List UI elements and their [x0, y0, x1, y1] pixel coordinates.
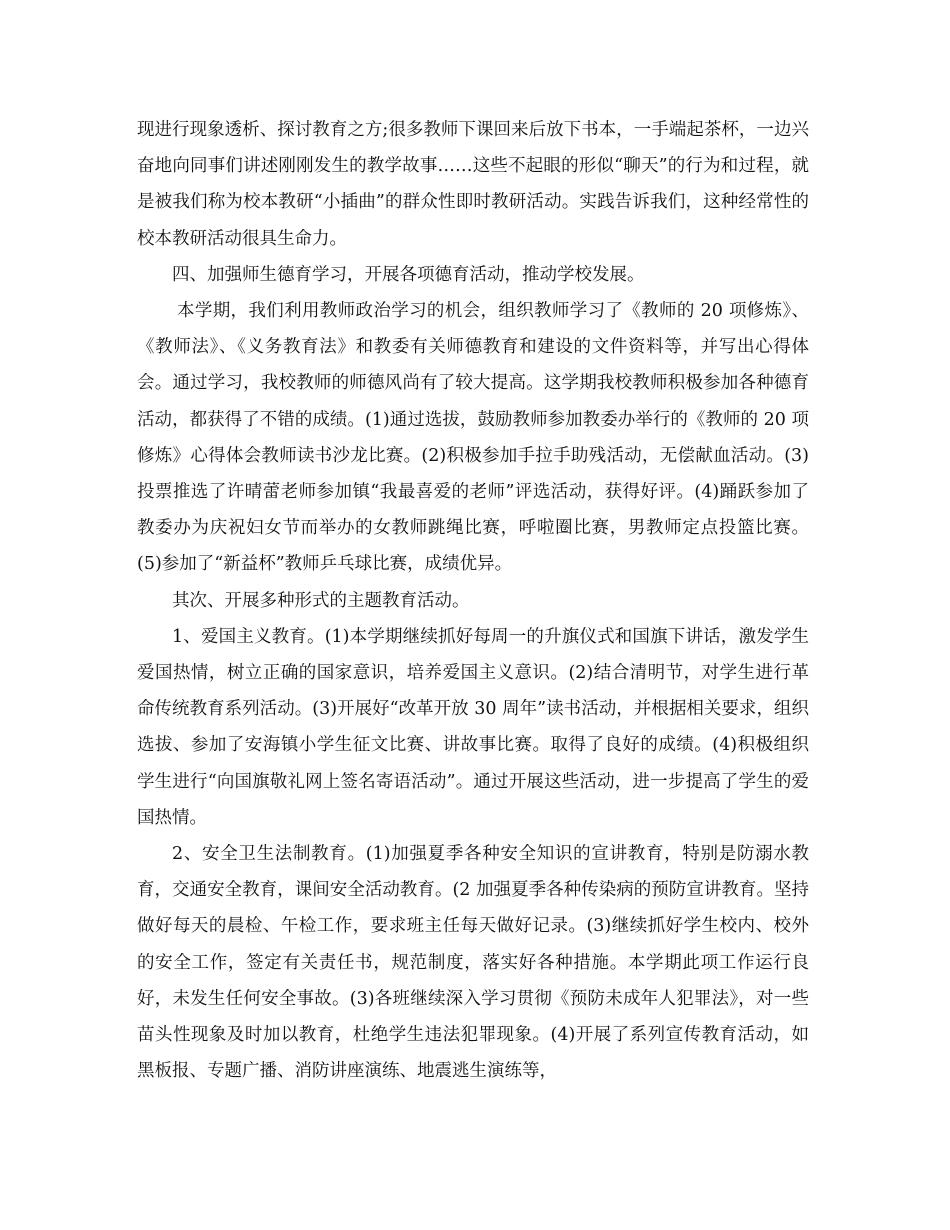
paragraph-patriotism-education: 1、爱国主义教育。(1)本学期继续抓好每周一的升旗仪式和国旗下讲话，激发学生爱国热情，树立正确的国家意识，培养爱国主义意识。(2)结合清明节，对学生进行革命传统教育系列活动。(3)开展好“改革开放 30 周年”读书活动，并根据相关要求，组织选拔、参加了安海镇小学生征文比赛、讲故事比赛。取得了良好的成绩。(4)积极组织学生进行“向国旗敬礼网上签名寄语活动”。通过开展这些活动，进一步提高了学生的爱国热情。 — [137, 626, 809, 828]
document-body — [137, 112, 809, 1089]
section-heading-theme-activities: 其次、开展多种形式的主题教育活动。 — [172, 590, 470, 611]
paragraph-teacher-study: 本学期，我们利用教师政治学习的机会，组织教师学习了《教师的 20 项修炼》、《教师法》、《义务教育法》和教委有关师德教育和建设的文件资料等，并写出心得体会。通过学习，我校教师的师德风尚有了较大提高。这学期我校教师积极参加各种德育活动，都获得了不错的成绩。(1)通过选拔，鼓励教师参加教委办举行的《教师的 20 项修炼》心得体会教师读书沙龙比赛。(2)积极参加手拉手助残活动，无偿献血活动。(3)投票推选了许晴蕾老师参加镇“我最喜爱的老师”评选活动，获得好评。(4)踊跃参加了教委办为庆祝妇女节而举办的女教师跳绳比赛，呼啦圈比赛，男教师定点投篮比赛。(5)参加了“新益杯”教师乒乓球比赛，成绩优异。 — [137, 301, 809, 575]
section-heading-moral-education: 四、加强师生德育学习，开展各项德育活动，推动学校发展。 — [172, 264, 645, 285]
paragraph-continuation: 现进行现象透析、探讨教育之方;很多教师下课回来后放下书本，一手端起茶杯，一边兴奋地向同事们讲述刚刚发生的教学故事……这些不起眼的形似“聊天”的行为和过程，就是被我们称为校本教研“小插曲”的群众性即时教研活动。实践告诉我们，这种经常性的校本教研活动很具生命力。 — [137, 120, 809, 249]
paragraph-safety-education: 2、安全卫生法制教育。(1)加强夏季各种安全知识的宣讲教育，特别是防溺水教育，交通安全教育，课间安全活动教育。(2 加强夏季各种传染病的预防宣讲教育。坚持做好每天的晨检、午检工作，要求班主任每天做好记录。(3)继续抓好学生校内、校外的安全工作，签定有关责任书，规范制度，落实好各种措施。本学期此项工作运行良好，未发生任何安全事故。(3)各班继续深入学习贯彻《预防未成年人犯罪法》，对一些苗头性现象及时加以教育，杜绝学生违法犯罪现象。(4)开展了系列宣传教育活动，如黑板报、专题广播、消防讲座演练、地震逃生演练等， — [137, 844, 809, 1082]
